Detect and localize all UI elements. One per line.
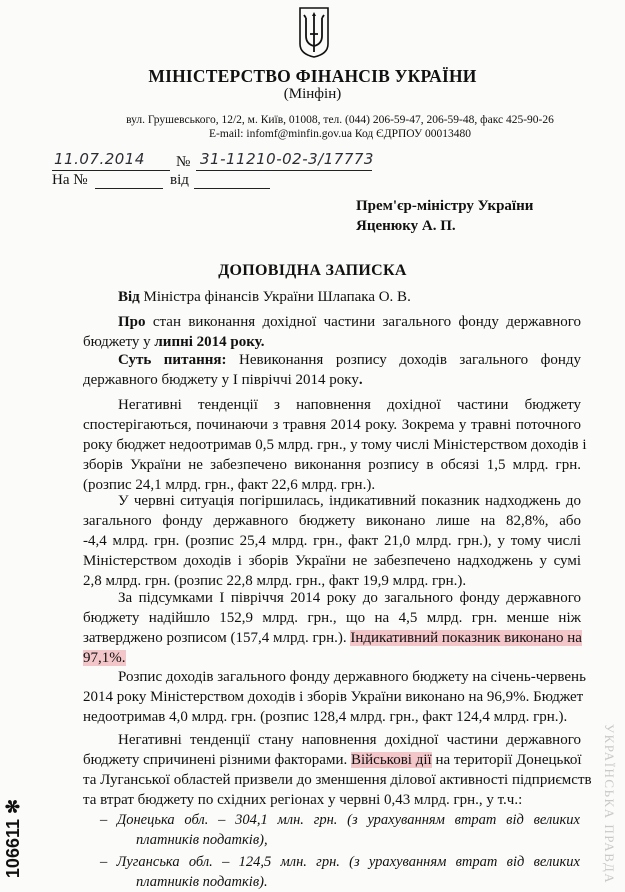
list-item-line: – Донецька обл. – 304,1 млн. грн. (з урахуванням втрат від великих bbox=[100, 812, 580, 828]
registration-date: 11.07.2014 bbox=[54, 150, 145, 168]
registration-stamp bbox=[3, 790, 36, 890]
addressee-position: Прем'єр-міністру України bbox=[356, 198, 534, 214]
paragraph-june bbox=[83, 491, 581, 591]
number-underline bbox=[196, 170, 372, 171]
watermark-text: УКРАЇНСЬКА ПРАВДА bbox=[602, 723, 618, 885]
highlighted-indicator-value: 97,1%. bbox=[83, 650, 126, 666]
p4-line: Розпис доходів загального фонду державного бюджету на січень-червень bbox=[118, 669, 586, 685]
subject-dot: . bbox=[260, 334, 265, 350]
paragraph-half-year bbox=[83, 588, 581, 668]
p2-line: 2,8 млрд. грн. (розпис 22,8 млрд. грн., факт 19,9 млрд. грн.). bbox=[83, 573, 467, 589]
list-item bbox=[100, 852, 580, 892]
p2-line: Міністерством доходів і зборів України не забезпечено надходжень у сумі bbox=[83, 553, 581, 569]
highlighted-indicator-text: Індикативний показник виконано на bbox=[350, 630, 582, 646]
list-item-line: платників податків), bbox=[136, 832, 268, 848]
from-text: Міністра фінансів України Шлапака О. В. bbox=[139, 289, 411, 305]
p5-line: на території Донецької bbox=[431, 752, 582, 768]
p1-line: зборів України не забезпечено виконання розпису в обсязі 1,5 млрд. грн. bbox=[83, 457, 581, 473]
p1-line: Негативні тенденції з наповнення дохідної частини бюджету bbox=[118, 397, 581, 413]
registration-number: 31-11210-02-3/17773 bbox=[200, 150, 374, 168]
from-label: Від bbox=[118, 289, 140, 305]
coat-of-arms-trident-icon bbox=[296, 6, 332, 58]
p3-line: затверджено розписом (157,4 млрд. грн.). bbox=[83, 630, 351, 646]
p2-line: загального фонду державного бюджету виконано лише на 82,8%, або bbox=[83, 513, 581, 529]
p5-line: бюджету спричинені різними факторами. bbox=[83, 752, 351, 768]
p1-line: (розпис 24,1 млрд. грн., факт 22,6 млрд. грн.). bbox=[83, 477, 376, 493]
p4-line: недоотримав 4,0 млрд. грн. (розпис 128,4 млрд. грн., факт 124,4 млрд. грн.). bbox=[83, 709, 568, 725]
from-line bbox=[83, 287, 581, 307]
p1-line: спостерігаються, починаючи з травня 2014 року. Зокрема у травні поточного bbox=[83, 417, 581, 433]
paragraph-jan-june bbox=[83, 667, 586, 727]
document-title: ДОПОВІДНА ЗАПИСКА bbox=[218, 262, 407, 279]
ministry-abbreviation: (Мінфін) bbox=[283, 86, 342, 102]
subject-text-2: бюджету у bbox=[83, 334, 155, 350]
ministry-title: МІНІСТЕРСТВО ФІНАНСІВ УКРАЇНИ bbox=[148, 66, 477, 86]
p5-line: Негативні тенденції стану наповнення дохідної частини державного bbox=[118, 732, 581, 748]
p2-line: -4,4 млрд. грн. (розпис 25,4 млрд. грн., факт 21,0 млрд. грн.), у тому числі bbox=[83, 533, 581, 549]
subject-paragraph bbox=[83, 312, 581, 352]
paragraph-factors bbox=[83, 730, 592, 810]
reference-date-label: від bbox=[170, 172, 189, 188]
essence-text-1: Невиконання розпису доходів загального фонду bbox=[226, 352, 581, 368]
list-item-line: – Луганська обл. – 124,5 млн. грн. (з урахуванням втрат від великих bbox=[100, 854, 580, 870]
watermark bbox=[601, 720, 619, 890]
p1-line: року бюджет недоотримав 0,5 млрд. грн., у тому числі Міністерством доходів і bbox=[83, 437, 587, 453]
essence-text-2: державного бюджету у I півріччі 2014 року bbox=[83, 372, 359, 388]
subject-text-1: стан виконання дохідної частини загального фонду державного bbox=[145, 314, 581, 330]
ministry-contact: E-mail: infomf@minfin.gov.ua Код ЄДРПОУ 00013480 bbox=[209, 128, 471, 140]
reference-number-label: На № bbox=[52, 172, 88, 188]
p3-line: бюджету надійшло 152,9 млрд. грн., що на 4,5 млрд. грн. менше ніж bbox=[83, 610, 581, 626]
highlighted-military-actions: Військові дії bbox=[350, 752, 432, 768]
paragraph-may bbox=[83, 395, 587, 495]
p5-line: та Луганської областей призвели до зменшення ділової активності підприємств bbox=[83, 772, 592, 788]
number-sign: № bbox=[176, 154, 191, 170]
p2-line: У червні ситуація погіршилась, індикативний показник надходжень до bbox=[118, 493, 581, 509]
essence-paragraph bbox=[83, 350, 581, 390]
essence-dot: . bbox=[358, 372, 363, 388]
p4-line: 2014 року Міністерством доходів і зборів України виконано на 96,9%. Бюджет bbox=[83, 689, 584, 705]
stamp-number: 106611 ✻ bbox=[3, 798, 24, 879]
essence-label: Суть питання: bbox=[118, 352, 227, 368]
list-item-line: платників податків). bbox=[136, 874, 268, 890]
reference-number-blank bbox=[95, 188, 163, 189]
subject-label: Про bbox=[118, 314, 146, 330]
reference-date-blank bbox=[194, 188, 270, 189]
list-item bbox=[100, 810, 580, 850]
p5-line: та втрат бюджету по східних регіонах у червні 0,43 млрд. грн., у т.ч.: bbox=[83, 792, 523, 808]
subject-period: липні 2014 року bbox=[154, 334, 261, 350]
p3-line: За підсумками I півріччя 2014 року до загального фонду державного bbox=[118, 590, 581, 606]
ministry-address: вул. Грушевського, 12/2, м. Київ, 01008, тел. (044) 206-59-47, 206-59-48, факс 425-90-26 bbox=[126, 114, 554, 126]
addressee-name: Яценюку А. П. bbox=[356, 218, 456, 234]
